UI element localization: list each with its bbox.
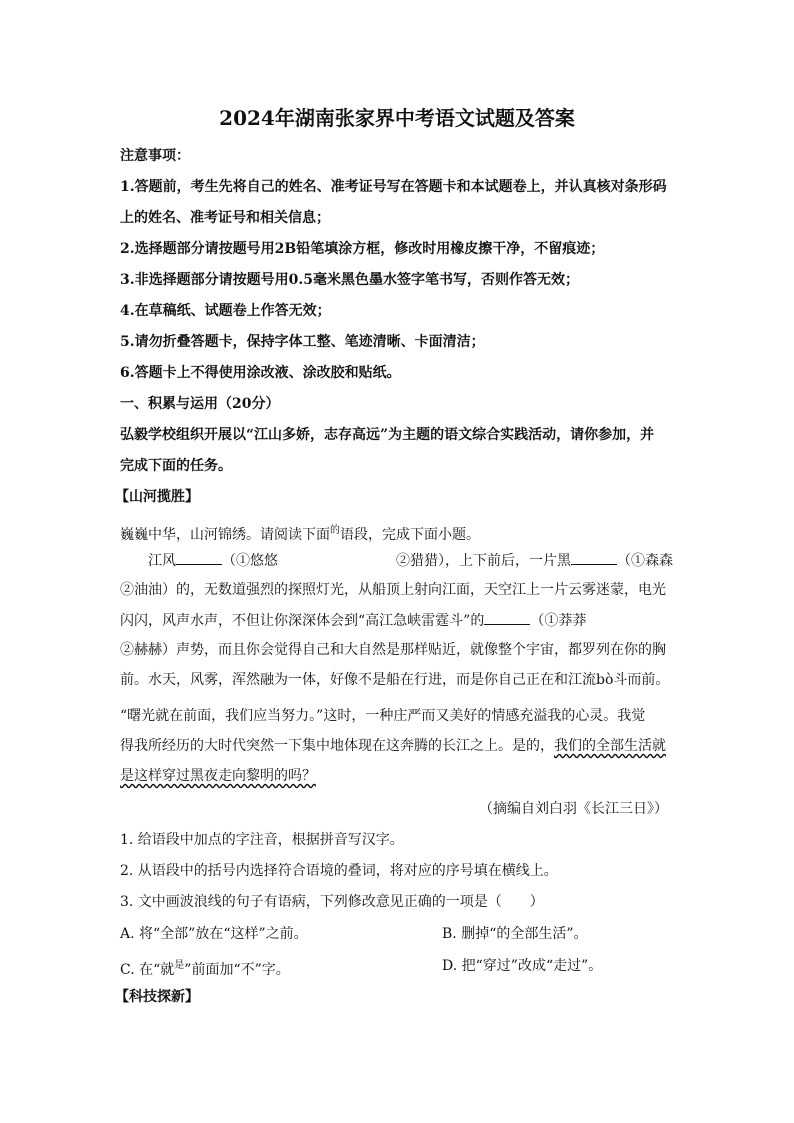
notice-item-3: 3.非选择题部分请按题号用0.5毫米黑色墨水签字笔书写，否则作答无效； (120, 272, 579, 288)
option-c: C. 在“就$^是$”前面加“不”字。 (120, 960, 290, 978)
subsection-shanhe: 【山河揽胜】 (115, 489, 199, 505)
passage-line-2: ②油油）的，无数道强烈的探照灯光，从船顶上射向江面，天空江上一片云雾迷蒙，电光 (120, 582, 666, 598)
answer-blank-3[interactable] (484, 610, 530, 625)
passage-line-6: “曙光就在前面，我们应当努力。”这时，一种庄严而又美好的情感充溢我的心灵。我觉 (120, 708, 646, 724)
section-intro-2: 完成下面的任务。 (120, 458, 232, 474)
passage-line-8: 是这样穿过黑夜走向黎明的吗？ (120, 768, 316, 784)
notice-item-1-cont: 上的姓名、准考证号和相关信息； (120, 210, 330, 226)
notice-item-1: 1.答题前，考生先将自己的姓名、准考证号写在答题卡和本试题卷上，并认真核对条形码 (120, 179, 667, 195)
page-title: 2024年湖南张家界中考语文试题及答案 (219, 106, 575, 130)
answer-blank-2[interactable] (571, 550, 617, 565)
question-3: 3. 文中画波浪线的句子有语病，下列修改意见正确的一项是（ ） (120, 894, 544, 910)
section-heading: 一、积累与运用（20分） (120, 396, 280, 412)
passage-source: （摘编自刘白羽《长江三日》） (479, 801, 668, 817)
passage-line-3: 闪闪，风声水声，不但让你深深体会到“高江急峡雷霆斗”的 （①莽莽 (120, 610, 586, 631)
notice-item-4: 4.在草稿纸、试题卷上作答无效； (120, 303, 331, 319)
notice-item-2: 2.选择题部分请按题号用2B铅笔填涂方框，修改时用橡皮擦干净，不留痕迹； (120, 241, 605, 257)
notice-item-6: 6.答题卡上不得使用涂改液、涂改胶和贴纸。 (120, 365, 401, 381)
passage-line-1b: ②猎猎），上下前后，一片黑 （①森森 (396, 550, 673, 571)
option-b: B. 删掉“的全部生活”。 (442, 926, 588, 942)
passage-line-4: ②赫赫）声势，而且你会觉得自己和大自然是那样贴近，就像整个宇宙，都罗列在你的胸 (120, 642, 666, 658)
notice-item-5: 5.请勿折叠答题卡，保持字体工整、笔迹清晰、卡面清洁； (120, 334, 485, 350)
passage-line-5: 前。水天，风雾，浑然融为一体，好像不是船在行进，而是你自己正在和江流bò斗而前。 (120, 672, 670, 688)
passage-line-7: 得我所经历的大时代突然一下集中地体现在这奔腾的长江之上。是的，我们的全部生活就 (120, 738, 666, 754)
passage-line-1: 江风 （①悠悠 (148, 550, 278, 571)
option-a: A. 将“全部”放在“这样”之前。 (120, 926, 308, 942)
question-1: 1. 给语段中加点的字注音，根据拼音写汉字。 (120, 832, 404, 848)
notice-heading: 注意事项： (120, 148, 190, 164)
subsection-keji: 【科技探新】 (115, 989, 199, 1005)
passage-lead: 巍巍中华，山河锦绣。请阅读下面$^的$语段，完成下面小题。 (120, 525, 480, 543)
question-2: 2. 从语段中的括号内选择符合语境的叠词，将对应的序号填在横线上。 (120, 863, 558, 879)
answer-blank-1[interactable] (176, 550, 222, 565)
section-intro-1: 弘毅学校组织开展以“江山多娇，志存高远”为主题的语文综合实践活动，请你参加，并 (120, 427, 655, 443)
option-d: D. 把“穿过”改成“走过”。 (442, 958, 603, 974)
